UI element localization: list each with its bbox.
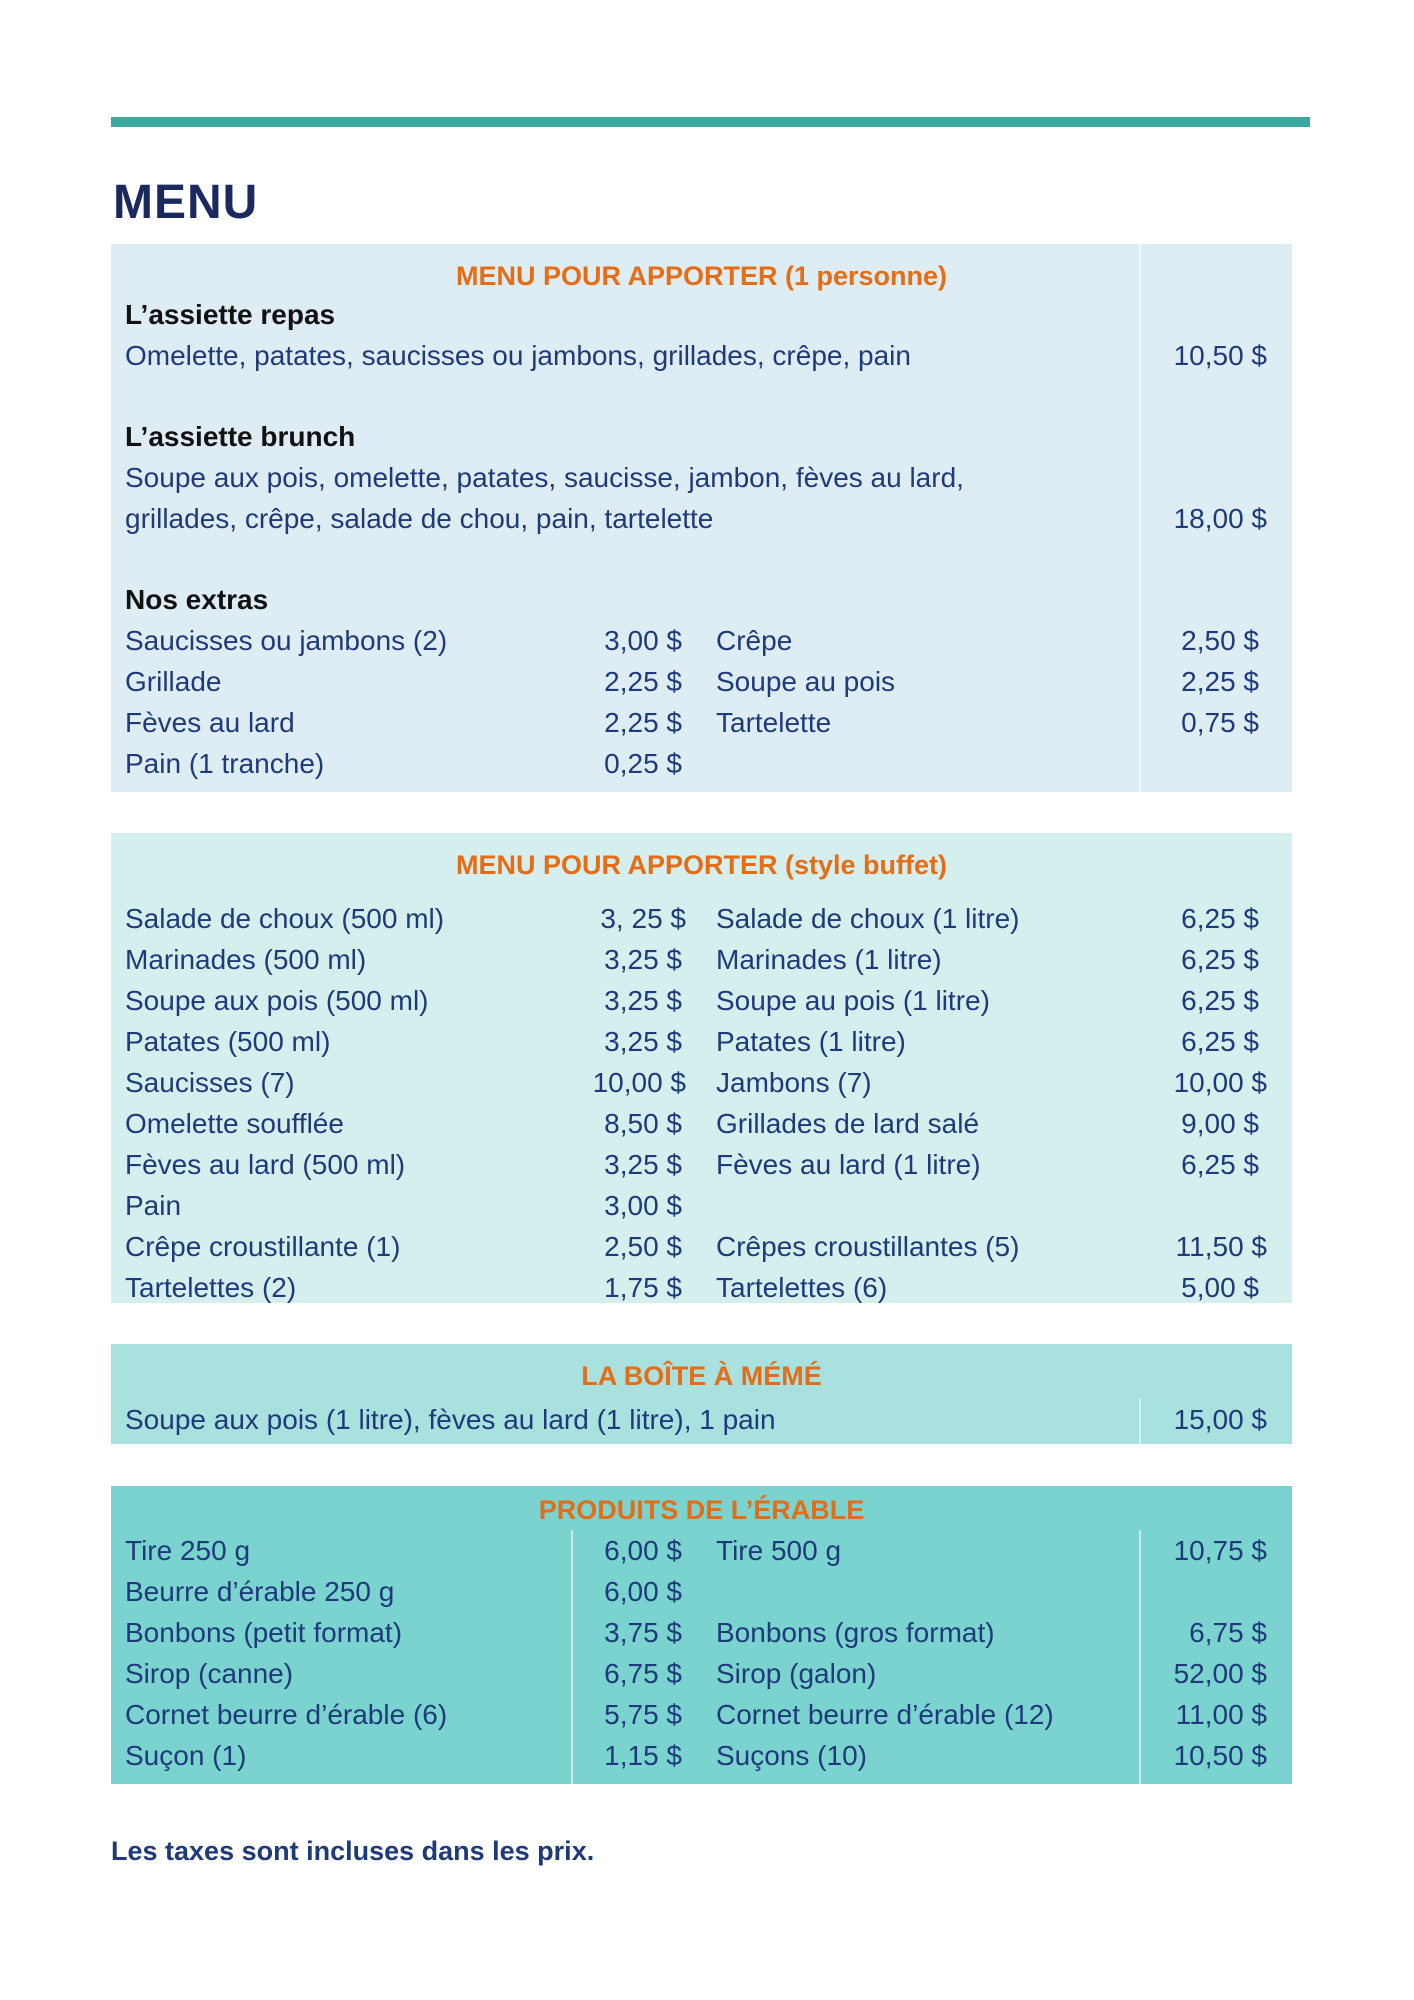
item-price: 3, 25 $ bbox=[600, 903, 686, 934]
section-title: PRODUITS DE L’ÉRABLE bbox=[538, 1495, 865, 1525]
item-name: Fèves au lard bbox=[125, 707, 295, 738]
item-price: 0,75 $ bbox=[1181, 707, 1259, 738]
plate-heading: L’assiette repas bbox=[125, 299, 336, 330]
menu-row bbox=[111, 1571, 1292, 1612]
section-title: LA BOÎTE À MÉMÉ bbox=[581, 1361, 822, 1391]
item-name: Marinades (1 litre) bbox=[716, 944, 942, 975]
menu-row bbox=[111, 743, 1292, 784]
item-name: Patates (1 litre) bbox=[716, 1026, 906, 1057]
item-price: 11,00 $ bbox=[1175, 1699, 1267, 1730]
item-name: Soupe au pois (1 litre) bbox=[716, 985, 990, 1016]
item-name: Crêpe croustillante (1) bbox=[125, 1231, 401, 1262]
item-price: 1,15 $ bbox=[604, 1740, 682, 1771]
item-price: 2,50 $ bbox=[1181, 625, 1259, 656]
item-name: Crêpes croustillantes (5) bbox=[716, 1231, 1020, 1262]
item-price: 15,00 $ bbox=[1173, 1404, 1267, 1435]
item-name: Pain (1 tranche) bbox=[125, 748, 325, 779]
item-price: 6,25 $ bbox=[1181, 985, 1259, 1016]
item-price: 1,75 $ bbox=[604, 1272, 682, 1303]
item-description: Soupe aux pois (1 litre), fèves au lard (1 litre), 1 pain bbox=[125, 1404, 776, 1435]
item-price: 18,00 $ bbox=[1173, 503, 1267, 534]
item-price: 10,00 $ bbox=[592, 1067, 686, 1098]
item-price: 3,25 $ bbox=[604, 1149, 682, 1180]
item-name: Soupe aux pois (500 ml) bbox=[125, 985, 429, 1016]
item-price: 11,50 $ bbox=[1175, 1231, 1267, 1262]
tax-note: Les taxes sont incluses dans les prix. bbox=[111, 1836, 595, 1866]
menu-row bbox=[111, 980, 1292, 1021]
page-title: MENU bbox=[113, 176, 259, 229]
item-name: Bonbons (gros format) bbox=[716, 1617, 995, 1648]
item-name: Suçon (1) bbox=[125, 1740, 247, 1771]
item-price: 2,25 $ bbox=[604, 666, 682, 697]
menu-item bbox=[111, 1399, 1292, 1440]
section-buffet bbox=[111, 833, 1292, 1303]
item-price: 5,00 $ bbox=[1181, 1272, 1259, 1303]
menu-row bbox=[111, 939, 1292, 980]
menu-item bbox=[111, 335, 1292, 376]
item-name: Suçons (10) bbox=[716, 1740, 867, 1771]
menu-item-desc bbox=[111, 457, 1292, 498]
item-description: Omelette, patates, saucisses ou jambons, grillades, crêpe, pain bbox=[125, 340, 911, 371]
item-name: Cornet beurre d’érable (12) bbox=[716, 1699, 1054, 1730]
plate-heading: L’assiette brunch bbox=[125, 421, 356, 452]
menu-row bbox=[111, 1694, 1292, 1735]
menu-row bbox=[111, 1021, 1292, 1062]
item-price: 6,00 $ bbox=[604, 1535, 682, 1566]
item-name: Marinades (500 ml) bbox=[125, 944, 367, 975]
item-price: 3,25 $ bbox=[604, 1026, 682, 1057]
item-name: Tartelette bbox=[716, 707, 832, 738]
item-price: 3,00 $ bbox=[604, 625, 682, 656]
menu-row bbox=[111, 1735, 1292, 1776]
item-price: 8,50 $ bbox=[604, 1108, 682, 1139]
item-price: 6,25 $ bbox=[1181, 944, 1259, 975]
item-name: Soupe au pois bbox=[716, 666, 896, 697]
section-boite bbox=[111, 1344, 1292, 1444]
item-name: Tartelettes (6) bbox=[716, 1272, 888, 1303]
item-price: 3,25 $ bbox=[604, 944, 682, 975]
item-price: 9,00 $ bbox=[1181, 1108, 1259, 1139]
item-name: Crêpe bbox=[716, 625, 793, 656]
menu-row bbox=[111, 1267, 1292, 1308]
item-price: 10,00 $ bbox=[1173, 1067, 1267, 1098]
menu-row bbox=[111, 661, 1292, 702]
item-price: 3,25 $ bbox=[604, 985, 682, 1016]
item-price: 6,00 $ bbox=[604, 1576, 682, 1607]
item-description: grillades, crêpe, salade de chou, pain, tartelette bbox=[125, 503, 714, 534]
menu-row bbox=[111, 1653, 1292, 1694]
item-name: Salade de choux (1 litre) bbox=[716, 903, 1020, 934]
item-price: 6,25 $ bbox=[1181, 1026, 1259, 1057]
item-name: Omelette soufflée bbox=[125, 1108, 344, 1139]
section-title: MENU POUR APPORTER (1 personne) bbox=[455, 261, 948, 291]
item-price: 3,75 $ bbox=[604, 1617, 682, 1648]
menu-row bbox=[111, 1185, 1292, 1226]
item-name: Sirop (galon) bbox=[716, 1658, 877, 1689]
buffet-list bbox=[111, 898, 1292, 1308]
item-name: Jambons (7) bbox=[716, 1067, 872, 1098]
section-erable bbox=[111, 1486, 1292, 1784]
menu-row bbox=[111, 702, 1292, 743]
item-description: Soupe aux pois, omelette, patates, saucisse, jambon, fèves au lard, bbox=[125, 462, 964, 493]
item-name: Beurre d’érable 250 g bbox=[125, 1576, 395, 1607]
item-name: Bonbons (petit format) bbox=[125, 1617, 403, 1648]
item-name: Tire 500 g bbox=[716, 1535, 842, 1566]
item-price: 6,75 $ bbox=[1189, 1617, 1267, 1648]
item-name: Fèves au lard (500 ml) bbox=[125, 1149, 406, 1180]
item-name: Pain bbox=[125, 1190, 182, 1221]
item-price: 6,25 $ bbox=[1181, 903, 1259, 934]
item-name: Saucisses ou jambons (2) bbox=[125, 625, 448, 656]
menu-row bbox=[111, 620, 1292, 661]
item-price: 10,75 $ bbox=[1173, 1535, 1267, 1566]
erable-list bbox=[111, 1530, 1292, 1776]
item-price: 0,25 $ bbox=[604, 748, 682, 779]
item-name: Sirop (canne) bbox=[125, 1658, 294, 1689]
item-name: Tire 250 g bbox=[125, 1535, 251, 1566]
extras-heading: Nos extras bbox=[125, 584, 269, 615]
menu-item bbox=[111, 498, 1292, 539]
item-name: Saucisses (7) bbox=[125, 1067, 295, 1098]
item-name: Grillades de lard salé bbox=[716, 1108, 980, 1139]
section-title: MENU POUR APPORTER (style buffet) bbox=[455, 850, 948, 880]
menu-row bbox=[111, 1226, 1292, 1267]
item-name: Fèves au lard (1 litre) bbox=[716, 1149, 981, 1180]
item-name: Grillade bbox=[125, 666, 222, 697]
menu-row bbox=[111, 898, 1292, 939]
item-name: Tartelettes (2) bbox=[125, 1272, 297, 1303]
item-price: 10,50 $ bbox=[1173, 340, 1267, 371]
extras-list bbox=[111, 620, 1292, 784]
item-name: Patates (500 ml) bbox=[125, 1026, 331, 1057]
menu-row bbox=[111, 1062, 1292, 1103]
item-name: Salade de choux (500 ml) bbox=[125, 903, 445, 934]
item-price: 2,25 $ bbox=[1181, 666, 1259, 697]
item-price: 10,50 $ bbox=[1173, 1740, 1267, 1771]
menu-row bbox=[111, 1612, 1292, 1653]
item-price: 2,50 $ bbox=[604, 1231, 682, 1262]
item-name: Cornet beurre d’érable (6) bbox=[125, 1699, 448, 1730]
item-price: 3,00 $ bbox=[604, 1190, 682, 1221]
item-price: 52,00 $ bbox=[1173, 1658, 1267, 1689]
item-price: 6,25 $ bbox=[1181, 1149, 1259, 1180]
item-price: 2,25 $ bbox=[604, 707, 682, 738]
item-price: 5,75 $ bbox=[604, 1699, 682, 1730]
menu-row bbox=[111, 1530, 1292, 1571]
menu-row bbox=[111, 1144, 1292, 1185]
menu-row bbox=[111, 1103, 1292, 1144]
top-rule bbox=[111, 117, 1310, 127]
section-individual bbox=[111, 244, 1292, 792]
item-price: 6,75 $ bbox=[604, 1658, 682, 1689]
